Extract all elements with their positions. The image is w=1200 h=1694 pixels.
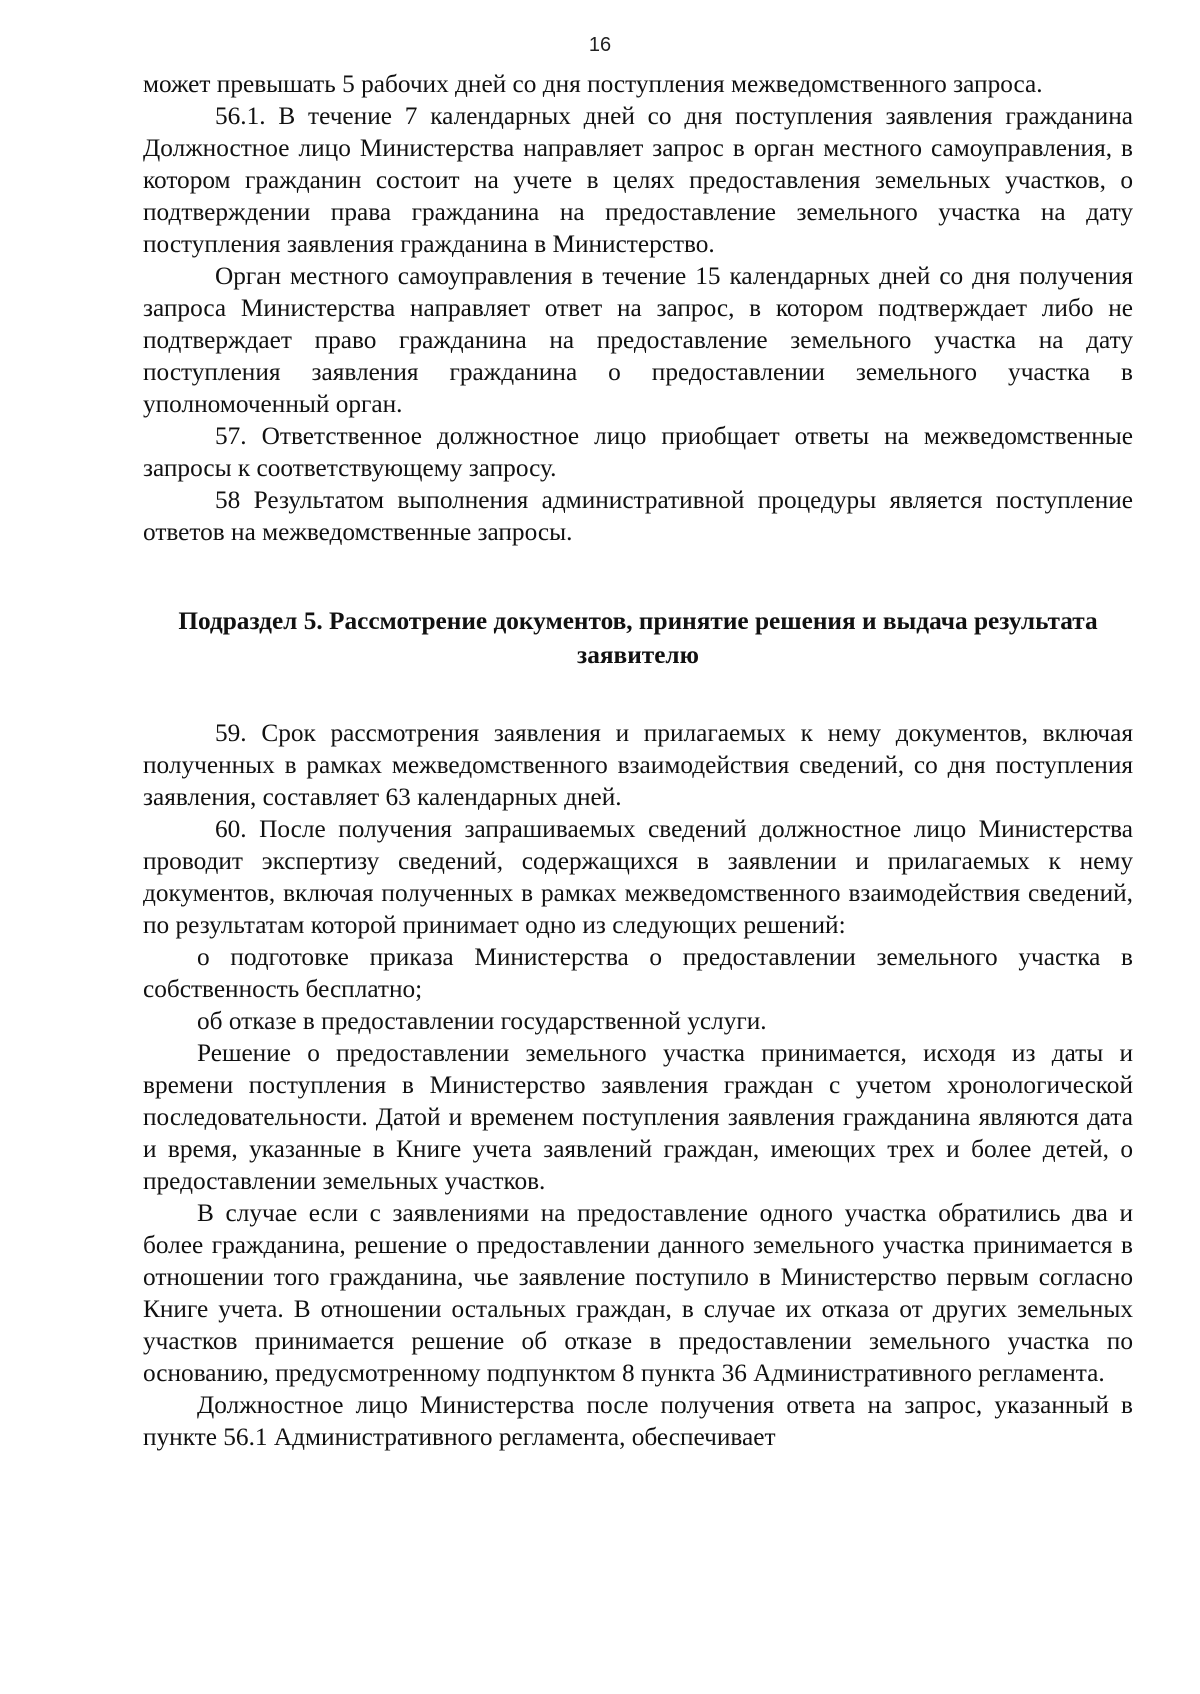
paragraph-decision-order: Решение о предоставлении земельного участка принимается, исходя из даты и времени поступления в Министерство заявления граждан с учетом хронологической последовательности. Датой и временем поступления заявления гражданина являются дата и время, указанные в Книге учета заявлений граждан, имеющих трех и более детей, о предоставлении земельных участков. <box>143 1039 1133 1195</box>
page-number: 16 <box>588 34 612 56</box>
list-item-decision-grant: о подготовке приказа Министерства о предоставлении земельного участка в собственность бесплатно; <box>143 943 1133 1003</box>
paragraph-60: 60. После получения запрашиваемых сведений должностное лицо Министерства проводит экспертизу сведений, содержащихся в заявлении и прилагаемых к нему документов, включая полученных в рамках межведомственного взаимодействия сведений, по результатам которой принимает одно из следующих решений: <box>143 815 1133 939</box>
paragraph-local-authority: Орган местного самоуправления в течение 15 календарных дней со дня получения запроса Министерства направляет ответ на запрос, в котором подтверждает либо не подтверждает право гражданина на предоставление земельного участка на дату поступления заявления гражданина о предоставлении земельного участка в уполномоченный орган. <box>143 262 1133 418</box>
list-item-decision-refuse: об отказе в предоставлении государственной услуги. <box>197 1007 767 1035</box>
paragraph-59: 59. Срок рассмотрения заявления и прилагаемых к нему документов, включая полученных в рамках межведомственного взаимодействия сведений, со дня поступления заявления, составляет 63 календарных дней. <box>143 719 1133 811</box>
paragraph-multiple-applicants: В случае если с заявлениями на предоставление одного участка обратились два и более гражданина, решение о предоставлении данного земельного участка принимается в отношении того гражданина, чье заявление поступило в Министерство первым согласно Книге учета. В отношении остальных граждан, в случае их отказа от других земельных участков принимается решение об отказе в предоставлении земельного участка по основанию, предусмотренному подпунктом 8 пункта 36 Административного регламента. <box>143 1199 1133 1387</box>
section-heading: Подраздел 5. Рассмотрение документов, принятие решения и выдача результата заявителю <box>178 607 1098 669</box>
document-body <box>143 68 1133 1453</box>
paragraph-56-1: 56.1. В течение 7 календарных дней со дня поступления заявления гражданина Должностное лицо Министерства направляет запрос в орган местного самоуправления, в котором гражданин состоит на учете в целях предоставления земельных участков, о подтверждении права гражданина на предоставление земельного участка на дату поступления заявления гражданина в Министерство. <box>143 102 1133 258</box>
paragraph-continuation: может превышать 5 рабочих дней со дня поступления межведомственного запроса. <box>143 70 1043 98</box>
paragraph-57: 57. Ответственное должностное лицо приобщает ответы на межведомственные запросы к соответствующему запросу. <box>143 422 1133 482</box>
paragraph-58: 58 Результатом выполнения административной процедуры является поступление ответов на межведомственные запросы. <box>143 486 1133 546</box>
paragraph-official-response: Должностное лицо Министерства после получения ответа на запрос, указанный в пункте 56.1 Административного регламента, обеспечивает <box>143 1391 1133 1451</box>
